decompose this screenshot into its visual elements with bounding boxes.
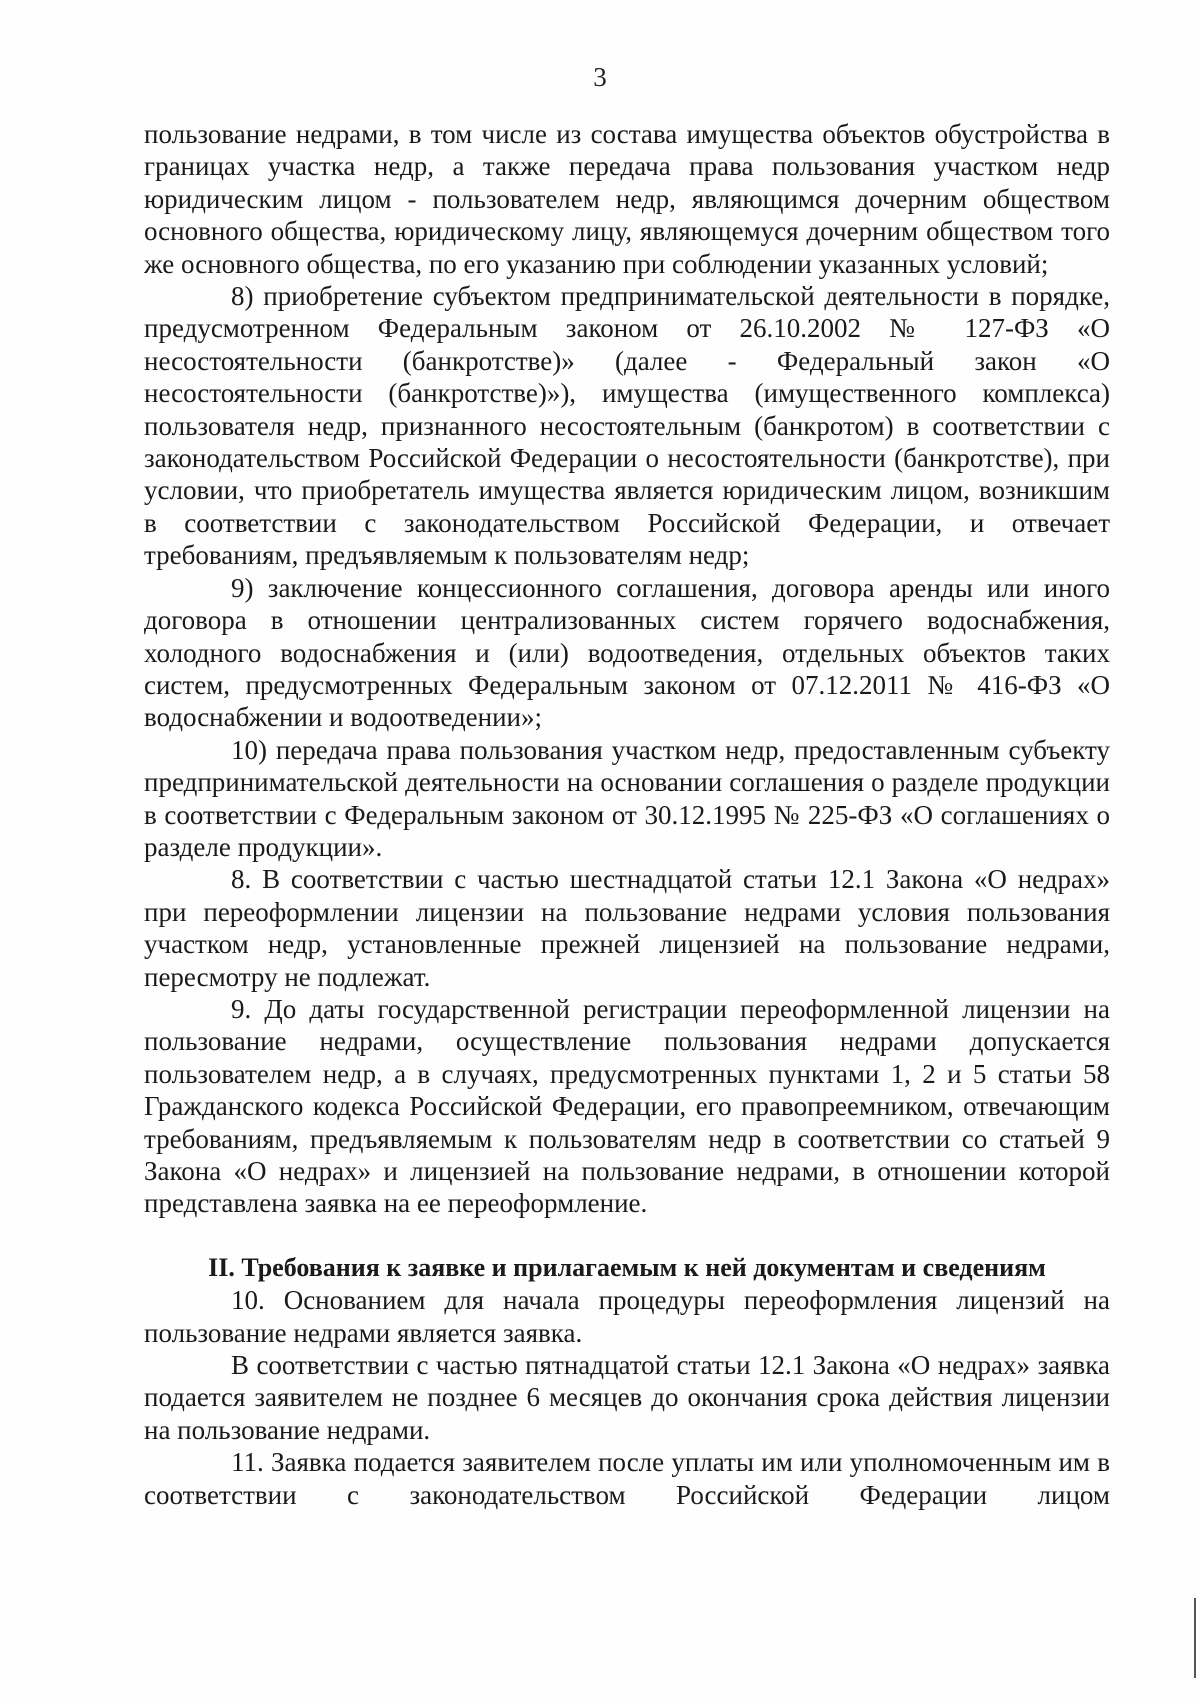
paragraph-clause-11: 11. Заявка подается заявителем после уплаты им или уполномоченным им в соответствии с законодательством Российской Федерации лицом (144, 1447, 1110, 1510)
paragraph-clause-8: 8. В соответствии с частью шестнадцатой статьи 12.1 Закона «О недрах» при переоформлении лицензии на пользование недрами условия пользования участком недр, установленные прежней лицензией на пользование недрами, пересмотру не подлежат. (144, 864, 1110, 992)
paragraph-item-10: 10) передача права пользования участком недр, предоставленным субъекту предпринимательской деятельности на основании соглашения о разделе продукции в соответствии с Федеральным законом от 30.12.1995 № 225-ФЗ «О соглашениях о разделе продукции». (144, 734, 1110, 862)
paragraph-continuation: пользование недрами, в том числе из состава имущества объектов обустройства в границах участка недр, а также передача права пользования участком недр юридическим лицом - пользователем недр, являющимся дочерним обществом основного общества, юридическому лицу, являющемуся дочерним обществом того же основного общества, по его указанию при соблюдении указанных условий; (144, 119, 1110, 279)
paragraph-item-9: 9) заключение концессионного соглашения, договора аренды или иного договора в отношении централизованных систем горячего водоснабжения, холодного водоснабжения и (или) водоотведения, отдельных объектов таких систем, предусмотренных Федеральным законом от 07.12.2011 № 416-ФЗ «О водоснабжении и водоотведении»; (144, 572, 1110, 733)
paragraph-item-8: 8) приобретение субъектом предпринимательской деятельности в порядке, предусмотренном Федеральным законом от 26.10.2002 № 127-ФЗ «О несостоятельности (банкротстве)» (далее - Федеральный закон «О несостоятельности (банкротстве)»), имущества (имущественного комплекса) пользователя недр, признанного несостоятельным (банкротом) в соответствии с законодательством Российской Федерации о несостоятельности (банкротстве), при условии, что приобретатель имущества является юридическим лицом, возникшим в соответствии с законодательством Российской Федерации, и отвечает требованиям, предъявляемым к пользователям недр; (144, 281, 1110, 571)
paragraph-clause-10-continued: В соответствии с частью пятнадцатой статьи 12.1 Закона «О недрах» заявка подается заявителем не позднее 6 месяцев до окончания срока действия лицензии на пользование недрами. (144, 1350, 1110, 1445)
paragraph-clause-9: 9. До даты государственной регистрации переоформленной лицензии на пользование недрами, осуществление пользования недрами допускается пользователем недр, а в случаях, предусмотренных пунктами 1, 2 и 5 статьи 58 Гражданского кодекса Российской Федерации, его правопреемником, отвечающим требованиям, предъявляемым к пользователям недр в соответствии со статьей 9 Закона «О недрах» и лицензией на пользование недрами, в отношении которой представлена заявка на ее переоформление. (144, 993, 1110, 1219)
document-body (144, 118, 1110, 1511)
scan-edge-mark (1194, 1598, 1196, 1678)
page-number: 3 (593, 62, 607, 92)
paragraph-clause-10: 10. Основанием для начала процедуры переоформления лицензий на пользование недрами является заявка. (144, 1285, 1110, 1348)
section-heading: II. Требования к заявке и прилагаемым к ней документам и сведениям (208, 1252, 1046, 1282)
